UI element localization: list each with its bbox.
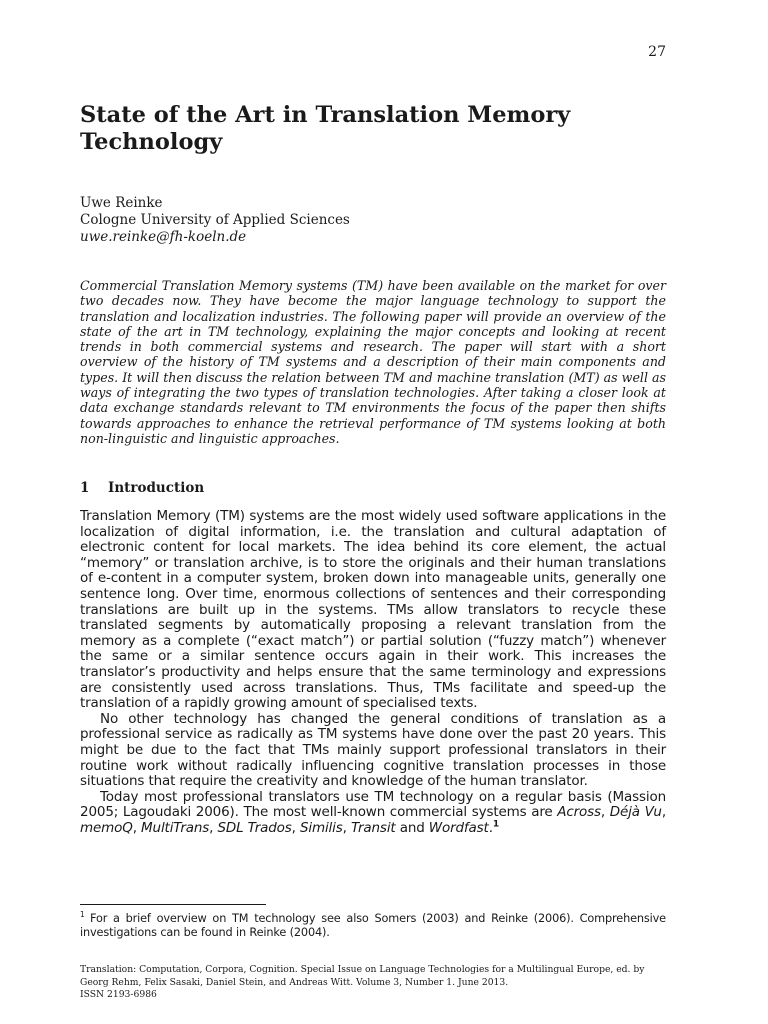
system-name: Déjà Vu: [609, 804, 662, 821]
footnote: [80, 908, 666, 940]
footnote-divider: [80, 904, 266, 905]
system-name: Across: [557, 804, 601, 821]
sentence-end: .: [488, 819, 493, 836]
footnote-reference[interactable]: 1: [492, 819, 499, 830]
footnote-text: For a brief overview on TM technology see also Somers (2003) and Reinke (2006). Comprehensive investigations can be found in Reinke (2004).: [80, 911, 666, 939]
paragraph-3-intro: Today most professional translators use TM technology on a regular basis (Massion 2005; Lagoudaki 2006). The most well-known commercial systems are: [80, 788, 666, 821]
journal-citation: [80, 964, 666, 1002]
paper-title: State of the Art in Translation Memory Technology: [80, 102, 571, 155]
author-block: [80, 195, 350, 246]
separator: ,: [209, 819, 218, 836]
author-name: Uwe Reinke: [80, 195, 163, 211]
system-name: SDL Trados: [217, 819, 292, 836]
author-affiliation: Cologne University of Applied Sciences: [80, 212, 350, 228]
separator: ,: [600, 804, 610, 821]
paragraph-3: [80, 790, 666, 837]
journal-reference: Translation: Computation, Corpora, Cognition. Special Issue on Language Technologies for a Multilingual Europe, ed. by Georg Rehm, Felix Sasaki, Daniel Stein, and Andreas Witt. Volume 3, Number 1. June 2013.: [80, 964, 645, 988]
section-body: [80, 509, 666, 836]
abstract: Commercial Translation Memory systems (TM) have been available on the market for over two decades now. They have become the major language technology to support the translation and localization industries. The following paper will provide an overview of the state of the art in TM technology, explaining the major concepts and looking at recent trends in both commercial systems and research. The paper will start with a short overview of the history of TM systems and a description of their main components and types. It will then discuss the relation between TM and machine translation (MT) as well as ways of integrating the two types of translation technologies. After taking a closer look at data exchange standards relevant to TM environments the focus of the paper then shifts towards approaches to enhance the retrieval performance of TM systems looking at both non-linguistic and linguistic approaches.: [80, 278, 666, 446]
paragraph-2: No other technology has changed the general conditions of translation as a professional service as radically as TM systems have done over the past 20 years. This might be due to the fact that TMs mainly support professional translators in their routine work without radically influencing cognitive translation processes in those situations that require the creativity and knowledge of the human translator.: [80, 710, 666, 790]
author-email: uwe.reinke@fh-koeln.de: [80, 229, 247, 245]
separator: ,: [661, 804, 666, 821]
paragraph-1: Translation Memory (TM) systems are the most widely used software applications in the localization of digital information, i.e. the translation and cultural adaptation of electronic content for local markets. The idea behind its core element, the actual “memory” or translation archive, is to store the originals and their human translations of e-content in a computer system, broken down into manageable units, generally one sentence long. Over time, enormous collections of sentences and their corresponding translations are built up in the systems. TMs allow translators to recycle these translated segments by automatically proposing a relevant translation from the memory as a complete (“exact match”) or partial solution (“fuzzy match”) whenever the same or a similar sentence occurs again in their work. This increases the translator’s productivity and helps ensure that the same terminology and expressions are consistently used across translations. Thus, TMs facilitate and speed-up the translation of a rapidly growing amount of specialised texts.: [80, 508, 666, 712]
issn: ISSN 2193-6986: [80, 989, 157, 1000]
separator: ,: [342, 819, 351, 836]
system-name: Similis: [299, 819, 343, 836]
system-name: memoQ: [80, 819, 133, 836]
separator: ,: [291, 819, 300, 836]
section-number: 1: [80, 480, 90, 496]
footnote-mark: 1: [80, 910, 85, 919]
system-name: Transit: [350, 819, 396, 836]
section-title: Introduction: [108, 480, 205, 496]
system-name: MultiTrans: [141, 819, 210, 836]
separator: and: [395, 819, 429, 836]
section-heading: [80, 480, 204, 496]
system-name: Wordfast: [428, 819, 489, 836]
page-number: 27: [648, 44, 666, 60]
separator: ,: [132, 819, 142, 836]
